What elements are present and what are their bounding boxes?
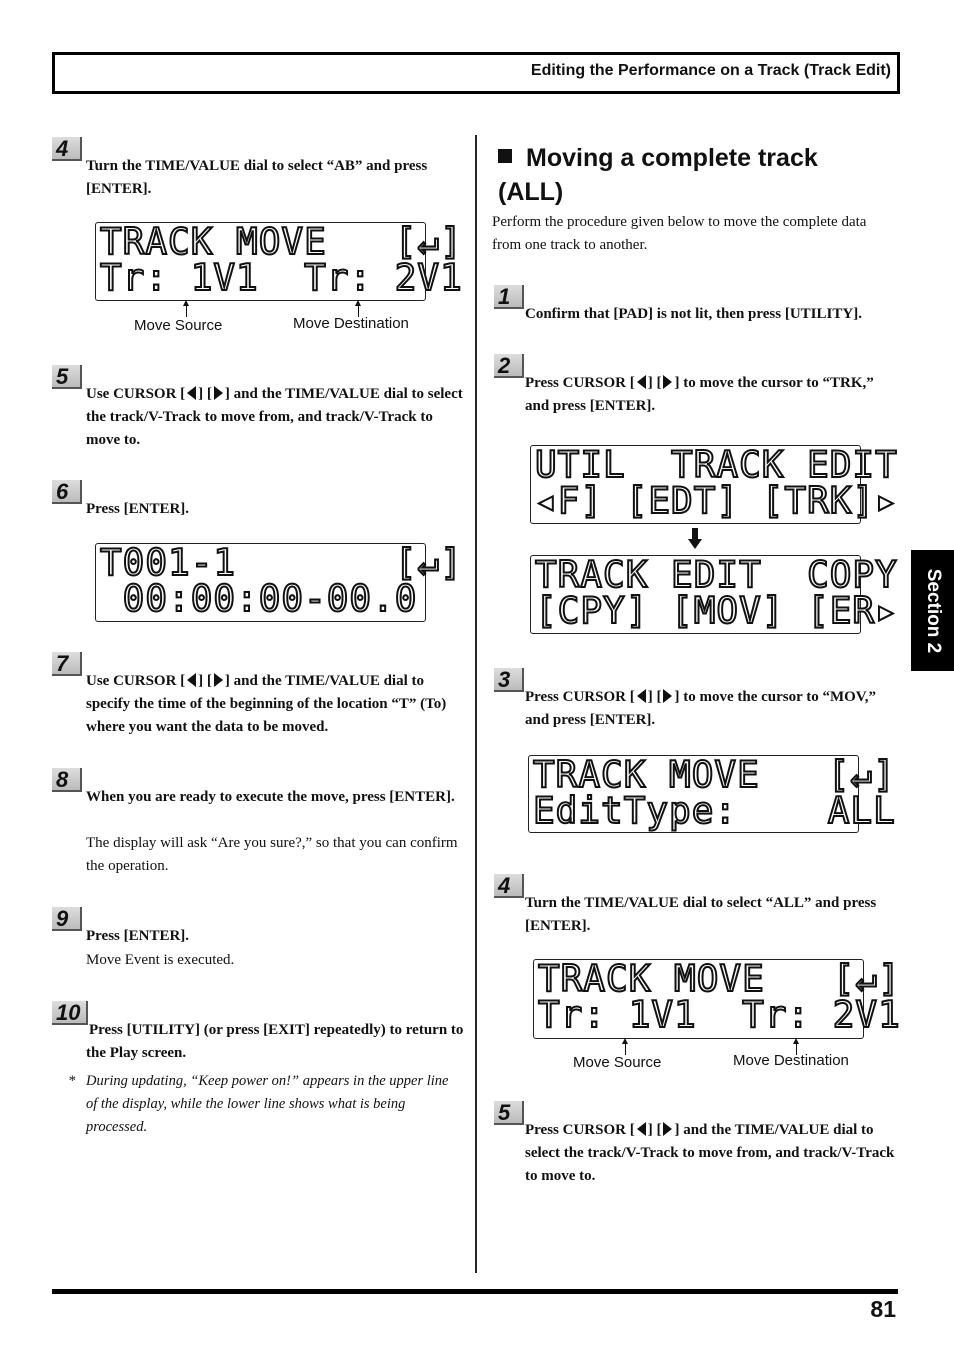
- step-text: Use CURSOR [ ] [ ] and the TIME/VALUE dial to select the track/V-Track to move from, and track/V-Track to move to.: [86, 386, 463, 448]
- cursor-right-icon: [663, 689, 672, 703]
- step-text: Use CURSOR [ ] [ ] and the TIME/VALUE dial to specify the time of the beginning of the location “T” (To) where you want the data to be moved.: [86, 673, 447, 735]
- section-tab: [911, 550, 954, 671]
- lcd-line-2: [CPY] [MOV] [ER▸: [535, 590, 898, 633]
- intro-text: Perform the procedure given below to move the complete data from one track to another.: [492, 214, 867, 253]
- lcd-line-2: Tr: 1V1 Tr: 2V1: [100, 257, 463, 300]
- step-text: Press [ENTER].: [86, 928, 190, 944]
- label-move-source: Move Source: [134, 317, 223, 334]
- footer-rule: [52, 1289, 898, 1294]
- label-move-destination: Move Destination: [733, 1052, 849, 1069]
- step-text: Press [ENTER].: [86, 501, 190, 517]
- step-number: 10: [52, 1001, 88, 1025]
- label-move-destination: Move Destination: [293, 315, 409, 332]
- cursor-right-icon: [663, 1122, 672, 1136]
- lcd-line-2: EditType: ALL: [533, 790, 896, 833]
- cursor-right-icon: [214, 386, 223, 400]
- step-number: 3: [494, 668, 524, 692]
- lcd-line-2: ◂F] [EDT] [TRK]▸: [535, 480, 898, 523]
- lcd-line-1: TRACK EDIT COPY: [535, 554, 898, 597]
- step-text: Press CURSOR [ ] [ ] and the TIME/VALUE dial to select the track/V-Track to move from, and track/V-Track to move to.: [525, 1122, 895, 1184]
- cursor-left-icon: [187, 386, 196, 400]
- lcd-display: [95, 221, 463, 301]
- cursor-left-icon: [637, 1122, 646, 1136]
- running-header: [52, 52, 900, 94]
- step-number: 9: [52, 907, 82, 931]
- section-tab-label: Section 2: [922, 568, 944, 653]
- step-number: 4: [494, 874, 524, 898]
- lcd-line-2: Tr: 1V1 Tr: 2V1: [538, 994, 901, 1037]
- section-heading: Moving a complete track (ALL): [498, 144, 818, 206]
- lcd-display: [530, 444, 898, 524]
- cursor-right-icon: [214, 673, 223, 687]
- step-text: Turn the TIME/VALUE dial to select “AB” and press [ENTER].: [86, 158, 428, 197]
- lcd-display: [530, 554, 898, 634]
- step-subtext: Move Event is executed.: [86, 952, 235, 968]
- lcd-display: [95, 542, 463, 622]
- step-text: Confirm that [PAD] is not lit, then press [UTILITY].: [525, 306, 862, 322]
- step-number: 2: [494, 354, 524, 378]
- lcd-line-1: TRACK MOVE [↵]: [538, 958, 901, 1001]
- step-text: Press CURSOR [ ] [ ] to move the cursor to “MOV,” and press [ENTER].: [525, 689, 876, 728]
- lcd-line-1: TRACK MOVE [↵]: [100, 221, 463, 264]
- step-text: Press CURSOR [ ] [ ] to move the cursor to “TRK,” and press [ENTER].: [525, 375, 874, 414]
- lcd-line-2: 00:00:00-00.0: [100, 578, 418, 621]
- step-text: Turn the TIME/VALUE dial to select “ALL” and press [ENTER].: [525, 895, 877, 934]
- step-number: 8: [52, 768, 82, 792]
- step-subtext: The display will ask “Are you sure?,” so that you can confirm the operation.: [86, 835, 458, 874]
- label-move-source: Move Source: [573, 1054, 662, 1071]
- step-number: 1: [494, 285, 524, 309]
- step-number: 7: [52, 652, 82, 676]
- cursor-left-icon: [637, 689, 646, 703]
- step-number: 4: [52, 137, 82, 161]
- cursor-left-icon: [187, 673, 196, 687]
- lcd-display: [533, 958, 901, 1039]
- column-divider: [475, 135, 477, 1273]
- step-number: 6: [52, 480, 82, 504]
- lcd-line-1: TRACK MOVE [↵]: [533, 754, 896, 797]
- lcd-line-1: T001-1 [↵]: [100, 542, 463, 585]
- page-number: 81: [870, 1296, 896, 1322]
- down-arrow-icon: [688, 528, 702, 550]
- note-text: During updating, “Keep power on!” appears in the upper line of the display, while the lower line shows what is being processed.: [86, 1073, 449, 1135]
- header-title: Editing the Performance on a Track (Track Edit): [530, 62, 891, 79]
- step-text: When you are ready to execute the move, press [ENTER].: [86, 789, 455, 805]
- cursor-right-icon: [663, 375, 672, 389]
- square-bullet-icon: [498, 149, 512, 163]
- step-text: Press [UTILITY] (or press [EXIT] repeatedly) to return to the Play screen.: [86, 1022, 464, 1061]
- lcd-line-1: UTIL TRACK EDIT: [535, 444, 898, 487]
- note-mark: *: [68, 1073, 76, 1089]
- pointer-arrow: [186, 305, 187, 317]
- step-number: 5: [52, 365, 82, 389]
- lcd-display: [528, 754, 896, 833]
- cursor-left-icon: [637, 375, 646, 389]
- step-number: 5: [494, 1101, 524, 1125]
